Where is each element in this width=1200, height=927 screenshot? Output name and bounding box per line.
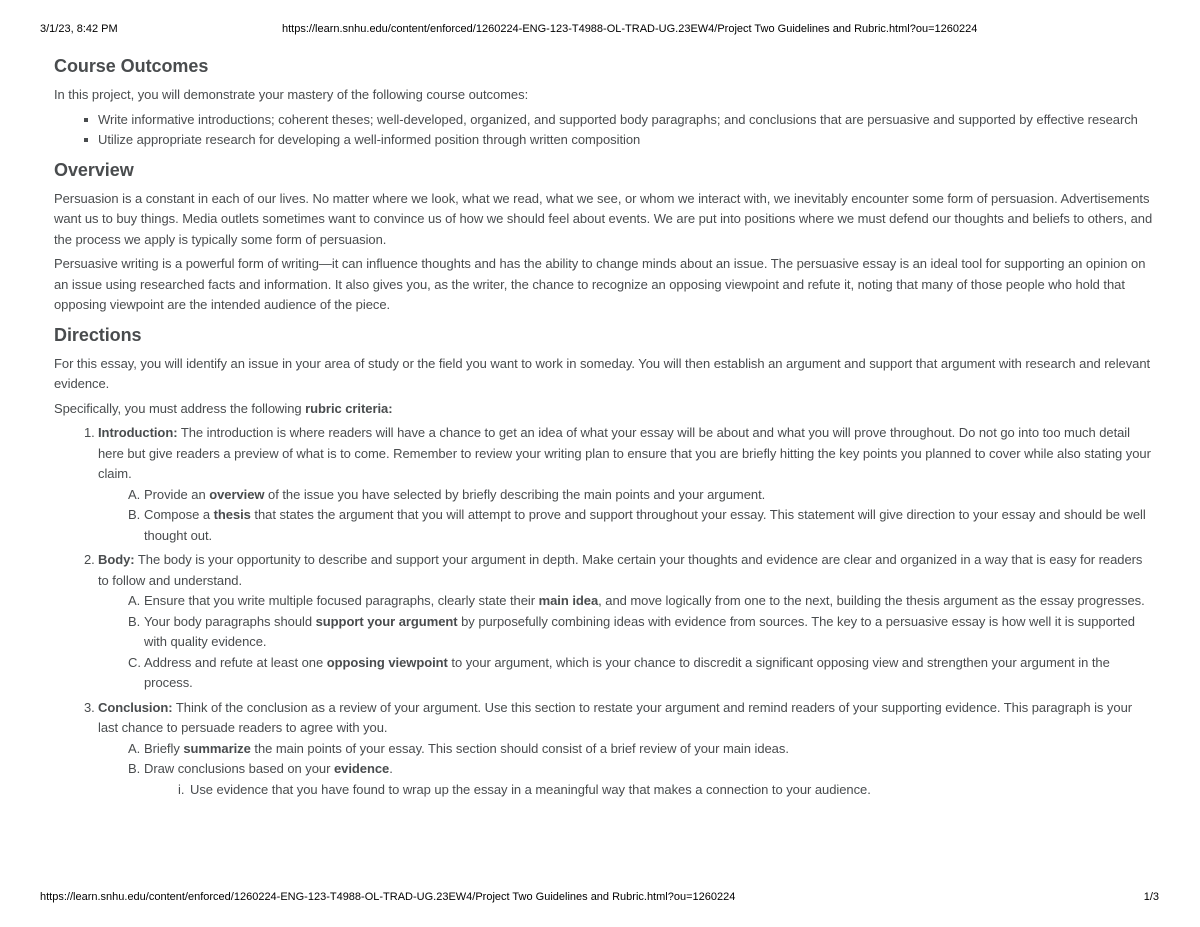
sub-number: B. (128, 507, 141, 522)
criteria-intro (54, 399, 1154, 420)
sub-bold: summarize (183, 740, 251, 756)
sub-list (98, 485, 1154, 547)
sub-bold: overview (209, 486, 265, 502)
course-outcomes-heading: Course Outcomes (54, 56, 209, 76)
print-header (0, 23, 1200, 37)
roman-number: i. (178, 781, 185, 797)
print-date: 3/1/23, 8:42 PM (40, 23, 118, 35)
list-item (128, 653, 1154, 694)
sub-number: B. (128, 761, 141, 776)
list-item (84, 550, 1154, 694)
list-item (128, 485, 1154, 506)
sub-number: B. (128, 613, 141, 629)
sub-text: Your body paragraphs should (144, 613, 316, 629)
sub-bold: opposing viewpoint (326, 654, 448, 670)
item-label: Body: (98, 552, 135, 567)
item-number: 1. (84, 425, 95, 440)
sub-text: the main points of your essay. This section should consist of a brief review of your main ideas. (250, 740, 789, 756)
directions-heading: Directions (54, 324, 142, 345)
roman-text: Use evidence that you have found to wrap up the essay in a meaningful way that makes a connection to your audience. (190, 781, 871, 797)
overview-paragraph: Persuasive writing is a powerful form of writing—it can influence thoughts and has the ability to change minds about an issue. The persuasive essay is an ideal tool for supporting an opinion on an issue using researched facts and information. It also gives you, as the writer, the chance to recognize an opposing viewpoint and refute it, noting that many of those people who hold that opposing viewpoint are the intended audience of the piece. (54, 256, 1146, 312)
list-item (128, 739, 1154, 760)
sub-text: by purposefully combining ideas with evidence from sources. The key to a persuasive essay is how well it is supported with quality evidence. (144, 613, 1135, 649)
sub-text: Ensure that you write multiple focused paragraphs, clearly state their (144, 593, 539, 608)
sub-text: to your argument, which is your chance to discredit a significant opposing view and strengthen your argument in the process. (144, 654, 1110, 690)
print-footer (0, 891, 1200, 905)
sub-bold: main idea (538, 593, 599, 608)
print-url: https://learn.snhu.edu/content/enforced/1260224-ENG-123-T4988-OL-TRAD-UG.23EW4/Project Two Guidelines and Rubric.html?ou=1260224 (282, 23, 978, 35)
list-item (128, 759, 1154, 800)
list-item (128, 505, 1154, 546)
directions-intro: For this essay, you will identify an issue in your area of study or the field you want to work in someday. You will then establish an argument and support that argument with research and relevant evidence. (54, 355, 1151, 391)
item-text: The body is your opportunity to describe and support your argument in depth. Make certain your thoughts and evidence are clear and organized in a way that is easy for readers to follow and understand. (98, 552, 1143, 588)
sub-text: , and move logically from one to the next, building the thesis argument as the essay progresses. (598, 593, 1145, 608)
overview-heading: Overview (54, 159, 134, 180)
sub-text: . (389, 761, 393, 776)
list-item: Utilize appropriate research for developing a well-informed position through written composition (98, 130, 1154, 151)
sub-bold: support your argument (315, 613, 458, 629)
item-text: Think of the conclusion as a review of your argument. Use this section to restate your argument and remind readers of your supporting evidence. This paragraph is your last chance to persuade readers to agree with you. (98, 699, 1133, 735)
sub-text: Draw conclusions based on your (144, 761, 334, 776)
sub-text: Briefly (144, 740, 184, 756)
rubric-criteria-list (54, 423, 1154, 800)
course-outcomes-intro: In this project, you will demonstrate your mastery of the following course outcomes: (54, 87, 529, 102)
footer-url: https://learn.snhu.edu/content/enforced/1260224-ENG-123-T4988-OL-TRAD-UG.23EW4/Project Two Guidelines and Rubric.html?ou=1260224 (40, 891, 736, 903)
criteria-intro-bold: rubric criteria: (305, 400, 393, 416)
sub-text: Provide an (144, 486, 210, 502)
criteria-intro-text: Specifically, you must address the following (54, 400, 306, 416)
sub-bold: thesis (213, 507, 251, 522)
sub-list (98, 591, 1154, 694)
list-item: Write informative introductions; coherent theses; well-developed, organized, and supported body paragraphs; and conclusions that are persuasive and supported by effective research (98, 110, 1154, 131)
list-item (84, 423, 1154, 546)
item-number: 2. (84, 552, 95, 567)
list-item (128, 612, 1154, 653)
sub-text: of the issue you have selected by briefly describing the main points and your argument. (264, 486, 766, 502)
sub-text: Address and refute at least one (144, 654, 327, 670)
sub-list (98, 739, 1154, 801)
sub-text: that states the argument that you will attempt to prove and support throughout your essay. This statement will give direction to your essay and should be well thought out. (144, 507, 1146, 543)
list-item (128, 591, 1154, 612)
list-item (178, 780, 1154, 801)
sub-number: A. (128, 740, 141, 756)
document-content (54, 53, 1154, 804)
item-text: The introduction is where readers will have a chance to get an idea of what your essay will be about and what you will prove throughout. Do not go into too much detail here but give readers a preview of what is to come. Remember to review your writing plan to ensure that you are briefly hitting the key points you planned to cover while also stating your claim. (98, 425, 1151, 481)
sub-bold: evidence (333, 761, 390, 776)
item-label: Conclusion: (98, 699, 173, 715)
course-outcomes-list (54, 110, 1154, 151)
page-number: 1/3 (1143, 891, 1159, 903)
sub-number: A. (128, 486, 141, 502)
item-number: 3. (84, 699, 95, 715)
roman-list (144, 780, 1154, 801)
sub-number: A. (128, 593, 141, 608)
list-item (84, 698, 1154, 801)
sub-text: Compose a (144, 507, 214, 522)
overview-paragraph: Persuasion is a constant in each of our lives. No matter where we look, what we read, what we see, or whom we interact with, we inevitably encounter some form of persuasion. Advertisements want us to buy things. Media outlets sometimes want to convince us of how we should feel about events. We are put into positions where we must defend our thoughts and beliefs to others, and the process we apply is typically some form of persuasion. (54, 190, 1153, 247)
item-label: Introduction: (98, 425, 178, 440)
sub-number: C. (128, 654, 141, 670)
